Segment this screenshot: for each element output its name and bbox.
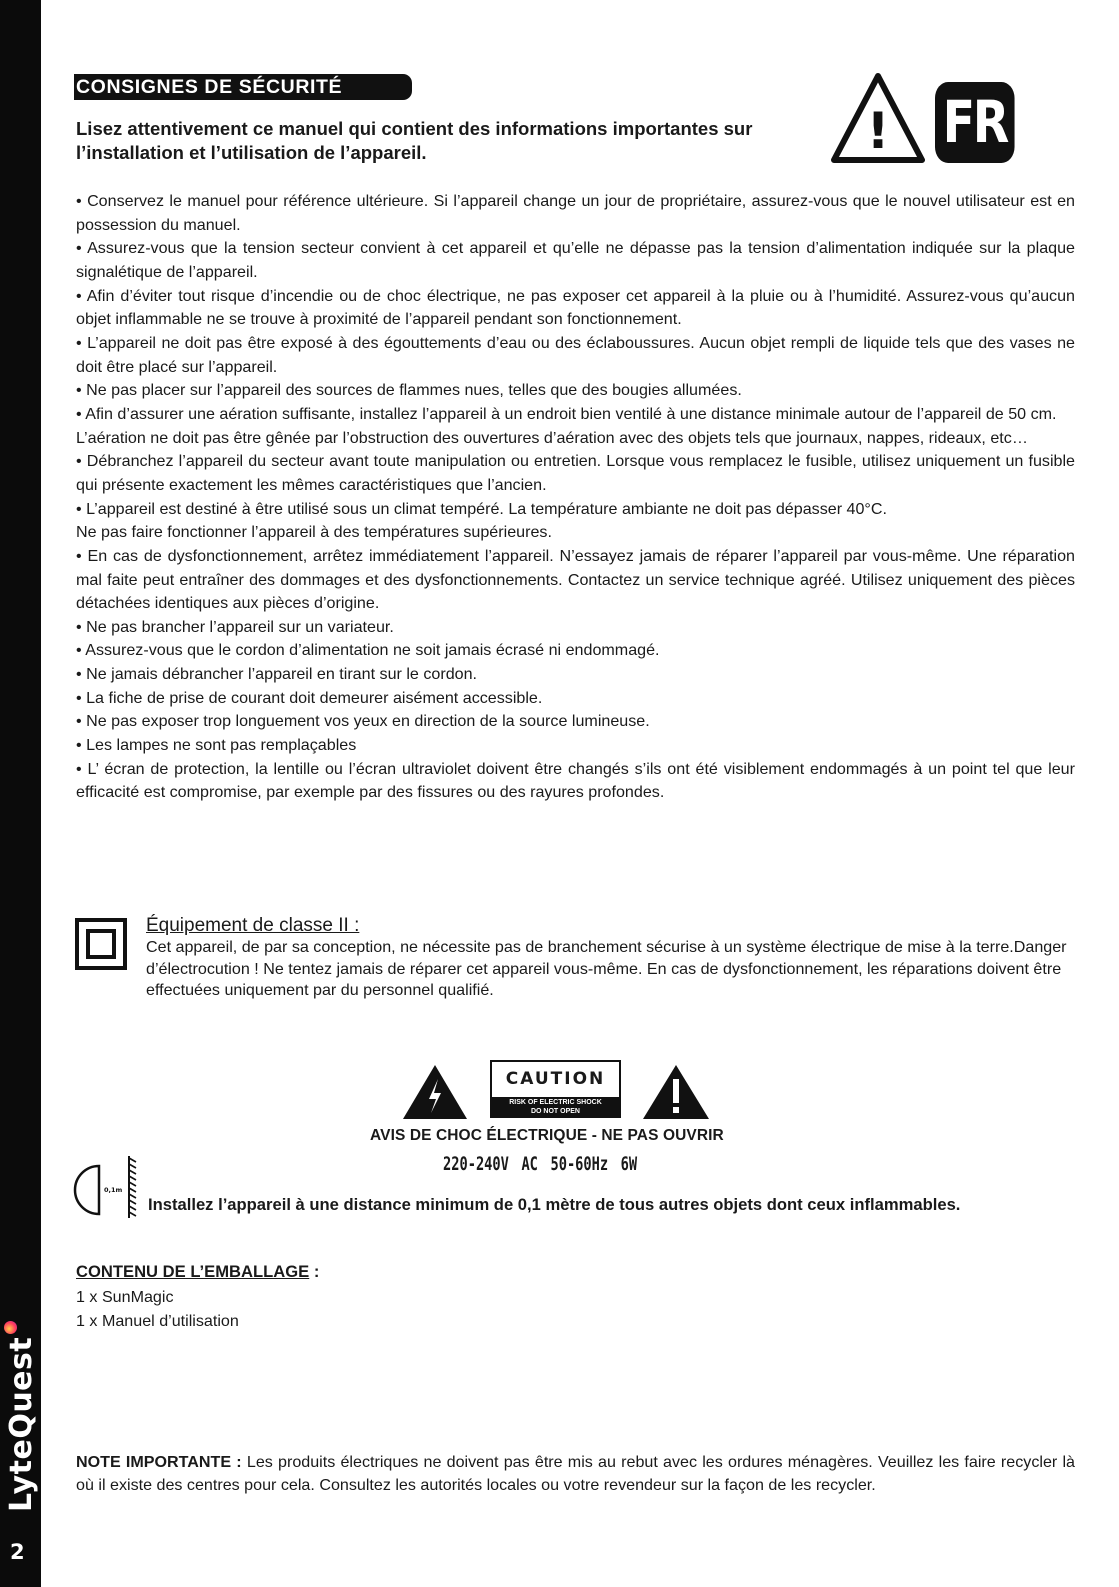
sidebar	[0, 0, 41, 1587]
warning-symbol: !	[866, 102, 890, 160]
caution-sub-line: DO NOT OPEN	[530, 1108, 580, 1115]
warning-triangle-icon	[829, 70, 927, 168]
class-ii-title: Équipement de classe II :	[146, 915, 360, 936]
caution-word: CAUTION	[505, 1069, 606, 1089]
safety-line: Ne pas faire fonctionner l’appareil à des températures supérieures.	[76, 523, 552, 542]
caution-label	[490, 1060, 621, 1118]
language-badge: FR	[935, 82, 1015, 163]
safety-line: • Ne pas brancher l’appareil sur un variateur.	[76, 617, 394, 636]
electric-shock-icon	[401, 1063, 469, 1121]
safety-line: • Assurez-vous que le cordon d’alimentation ne soit jamais écrasé ni endommagé.	[76, 641, 660, 660]
safety-line: • Afin d’éviter tout risque d’incendie ou de choc électrique, ne pas exposer cet appareil à la pluie ou à l’humidité. Assurez-vous qu’aucun objet inflammable ne se trouve à proximité de l’appareil pendant son fonctionnement.	[76, 286, 1075, 329]
package-title-text: CONTENU DE L’EMBALLAGE	[76, 1262, 310, 1281]
note-label: NOTE IMPORTANTE :	[76, 1453, 242, 1471]
package-contents-list	[76, 1285, 239, 1333]
section-title: CONSIGNES DE SÉCURITÉ	[74, 74, 412, 100]
safety-line: • Débranchez l’appareil du secteur avant toute manipulation ou entretien. Lorsque vous remplacez le fusible, utilisez uniquement un fusible qui présente exactement les mêmes caractéristiques que l’ancien.	[76, 452, 1075, 494]
package-title-colon: :	[309, 1262, 320, 1281]
safety-line: • La fiche de prise de courant doit demeurer aisément accessible.	[76, 688, 543, 707]
safety-line: • Afin d’assurer une aération suffisante, installez l’appareil à un endroit bien ventilé à une distance minimale autour de l’appareil de 50 cm.	[76, 404, 1057, 423]
safety-line: • L’ écran de protection, la lentille ou l’écran ultraviolet doivent être changés s’ils ont été visiblement endommagés à un point tel que leur efficacité est compromise, par exemple par des fissures ou des rayures profondes.	[76, 759, 1075, 802]
safety-line: • Conservez le manuel pour référence ultérieure. Si l’appareil change un jour de propriétaire, assurez-vous que le nouvel utilisateur est en possession du manuel.	[76, 192, 1075, 234]
safety-line: • Assurez-vous que la tension secteur convient à cet appareil et qu’elle ne dépasse pas la tension d’alimentation indiquée sur la plaque signalétique de l’appareil.	[76, 239, 1075, 281]
exclamation-triangle-icon	[641, 1063, 711, 1121]
shock-notice: AVIS DE CHOC ÉLECTRIQUE - NE PAS OUVRIR	[370, 1127, 724, 1144]
safety-line: • En cas de dysfonctionnement, arrêtez immédiatement l’appareil. N’essayez jamais de réparer l’appareil par vous-même. Une réparation mal faite peut entraîner des dommages et des dysfonctionnements. Contactez un service technique agréé. Utilisez uniquement des pièces détachées identiques aux pièces d’origine.	[76, 546, 1075, 613]
class-ii-icon	[75, 918, 127, 970]
safety-line: • Les lampes ne sont pas remplaçables	[76, 736, 357, 755]
list-item: 1 x SunMagic	[76, 1288, 174, 1306]
safety-line: L’aération ne doit pas être gênée par l’obstruction des ouvertures d’aération avec des objets tels que journaux, nappes, rideaux, etc…	[76, 428, 1028, 447]
safety-line: • Ne jamais débrancher l’appareil en tirant sur le cordon.	[76, 665, 478, 684]
note-text: Les produits électriques ne doivent pas être mis au rebut avec les ordures ménagères. Veuillez les faire recycler là où il existe des centres pour cela. Consultez les autorités locales ou votre revendeur sur la façon de les recycler.	[76, 1453, 1075, 1495]
minimum-distance-icon	[73, 1152, 141, 1222]
intro-text: Lisez attentivement ce manuel qui contient des informations importantes sur l’installation et l’utilisation de l’appareil.	[76, 118, 753, 163]
list-item: 1 x Manuel d’utilisation	[76, 1312, 239, 1330]
safety-line: • L’appareil est destiné à être utilisé sous un climat tempéré. La température ambiante ne doit pas dépasser 40°C.	[76, 499, 887, 518]
page-number: 2	[10, 1540, 25, 1564]
brand-dot-icon	[4, 1321, 17, 1334]
brand-logo	[4, 1321, 39, 1512]
caution-subtext	[492, 1097, 619, 1116]
safety-instructions	[76, 190, 1075, 805]
power-rating: 220-240V AC 50-60Hz 6W	[443, 1153, 638, 1175]
distance-label: 0,1m	[104, 1186, 123, 1194]
safety-line: • Ne pas exposer trop longuement vos yeux en direction de la source lumineuse.	[76, 712, 650, 731]
brand-name: LyteQuest	[4, 1336, 39, 1512]
class-ii-text: Cet appareil, de par sa conception, ne nécessite pas de branchement sécurise à un système électrique de mise à la terre.Danger d’électrocution ! Ne tentez jamais de réparer cet appareil vous-même. En cas de dysfonctionnement, les réparations doivent être effectuées uniquement par du personnel qualifié.	[146, 938, 1067, 1000]
distance-instruction: Installez l’appareil à une distance minimum de 0,1 mètre de tous autres objets dont ceux inflammables.	[148, 1195, 961, 1214]
package-contents-title	[76, 1262, 319, 1282]
important-note	[76, 1451, 1075, 1498]
caution-sub-line: RISK OF ELECTRIC SHOCK	[509, 1099, 602, 1106]
safety-line: • L’appareil ne doit pas être exposé à des égouttements d’eau ou des éclaboussures. Aucun objet rempli de liquide tels que des vases ne doit être placé sur l’appareil.	[76, 333, 1075, 376]
safety-line: • Ne pas placer sur l’appareil des sources de flammes nues, telles que des bougies allumées.	[76, 381, 742, 400]
